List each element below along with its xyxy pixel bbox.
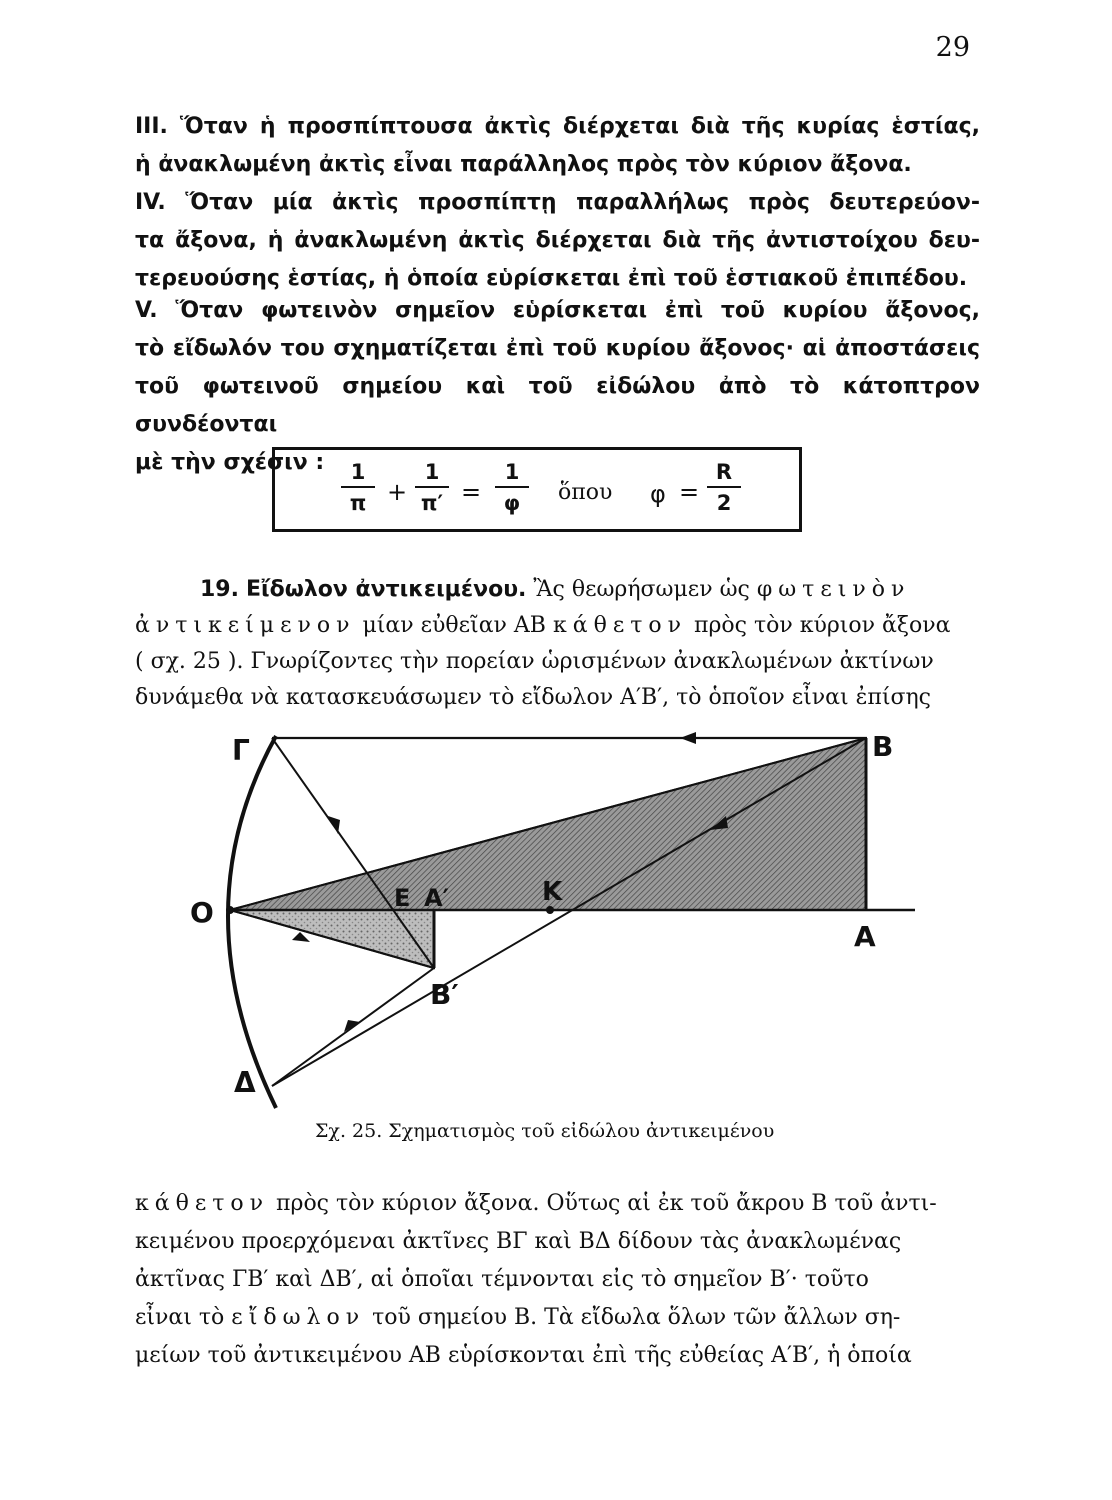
fraction-1-over-pi-prime <box>415 460 449 515</box>
section-title: Εἴδωλον ἀντικειμένου. <box>245 577 527 602</box>
label-gamma: Γ <box>232 734 250 767</box>
ray-Delta-B-prime <box>272 968 434 1086</box>
bottom-paragraph <box>135 1185 980 1375</box>
section-19-line-2-end: πρὸς τὸν κύριον ἄξονα <box>694 613 951 638</box>
fraction-4-denominator: 2 <box>716 491 732 515</box>
fraction-3-numerator: 1 <box>495 460 529 488</box>
fraction-1-denominator: π <box>349 491 367 515</box>
fraction-3-denominator: φ <box>503 491 521 515</box>
label-delta: Δ <box>234 1066 256 1099</box>
rule-3-line-2: ἡ ἀνακλωμένη ἀκτὶς εἶναι παράλληλος πρὸς τὸν κύριον ἄξονα. <box>135 152 912 177</box>
rule-4-line-3: τερευούσης ἑστίας, ἡ ὁποία εὑρίσκεται ἐπὶ τοῦ ἑστιακοῦ ἐπιπέδου. <box>135 266 968 291</box>
equals-sign: = <box>461 478 482 506</box>
rule-3 <box>135 108 980 184</box>
section-number: 19. <box>200 577 239 602</box>
label-A-prime: A′ <box>424 884 449 912</box>
figure-caption: Σχ. 25. Σχηματισμὸς τοῦ εἰδώλου ἀντικειμένου <box>315 1120 775 1142</box>
fraction-2-numerator: 1 <box>415 460 449 488</box>
fraction-1-numerator: 1 <box>341 460 375 488</box>
rule-5-line-3: τοῦ φωτεινοῦ σημείου καὶ τοῦ εἰδώλου ἀπὸ τὸ κάτοπτρον συνδέονται <box>135 374 980 437</box>
section-19-spaced-word-1: φωτεινὸν <box>756 577 911 602</box>
rule-4-line-2: τα ἄξονα, ἡ ἀνακλωμένη ἀκτὶς διέρχεται διὰ τῆς ἀντιστοίχου δευ- <box>135 228 980 253</box>
rule-5-line-1: V. Ὅταν φωτεινὸν σημεῖον εὑρίσκεται ἐπὶ τοῦ κυρίου ἄξονος, <box>135 298 980 323</box>
label-O: O <box>190 896 214 929</box>
section-19-line-2-text: μίαν εὐθεῖαν ΑΒ <box>362 613 546 638</box>
rule-4 <box>135 184 980 298</box>
fraction-2-denominator: π′ <box>420 491 444 515</box>
bottom-line-5: μείων τοῦ ἀντικειμένου ΑΒ εὑρίσκονται ἐπὶ τῆς εὐθείας Α′Β′, ἡ ὁποία <box>135 1343 912 1368</box>
section-19-spaced-word-3: κάθετον <box>552 613 688 638</box>
label-K: K <box>542 877 563 907</box>
fraction-1-over-pi <box>341 460 375 515</box>
phi-symbol: φ <box>650 480 666 508</box>
fraction-R-over-2 <box>707 460 741 515</box>
bottom-line-4-end: τοῦ σημείου Β. Τὰ εἴδωλα ὅλων τῶν ἄλλων ση- <box>372 1305 901 1330</box>
section-19-line-4: δυνάμεθα νὰ κατασκευάσωμεν τὸ εἴδωλον Α′Β′, τὸ ὁποῖον εἶναι ἐπίσης <box>135 685 931 710</box>
rule-5-line-2: τὸ εἴδωλόν του σχηματίζεται ἐπὶ τοῦ κυρίου ἄξονος· αἱ ἀποστάσεις <box>135 336 980 361</box>
vertex-point-O <box>226 906 234 914</box>
bottom-line-3: ἀκτῖνας ΓΒ′ καὶ ΔΒ′, αἱ ὁποῖαι τέμνονται εἰς τὸ σημεῖον Β′· τοῦτο <box>135 1267 869 1292</box>
mirror-formula-box <box>272 447 802 532</box>
arrow-icon <box>328 816 340 834</box>
label-B: B <box>872 730 894 763</box>
rule-4-line-1: IV. Ὅταν μία ἀκτὶς προσπίπτῃ παραλλήλως πρὸς δευτερεύον- <box>135 190 980 215</box>
label-E: E <box>394 884 411 912</box>
bottom-line-2: κειμένου προερχόμεναι ἀκτῖνες ΒΓ καὶ ΒΔ δίδουν τὰς ἀνακλωμένας <box>135 1229 902 1254</box>
fraction-1-over-phi <box>495 460 529 515</box>
plus-sign: + <box>387 478 408 506</box>
bottom-spaced-word-2: εἴδωλον <box>231 1305 366 1330</box>
section-19 <box>135 572 980 716</box>
section-19-line-3: ( σχ. 25 ). Γνωρίζοντες τὴν πορείαν ὡρισμένων ἀνακλωμένων ἀκτίνων <box>135 649 934 674</box>
where-word: ὅπου <box>558 480 613 505</box>
section-19-spaced-word-2: ἀντικείμενον <box>135 613 356 638</box>
label-A: A <box>854 920 876 953</box>
arrow-icon <box>344 1020 360 1032</box>
section-19-line-1-text: Ἂς θεωρήσωμεν ὡς <box>533 577 750 602</box>
center-point-K <box>546 906 554 914</box>
equals-sign-2: = <box>679 478 700 506</box>
bottom-spaced-word-1: κάθετον <box>135 1191 270 1216</box>
bottom-line-1-text: πρὸς τὸν κύριον ἄξονα. Οὕτως αἱ ἐκ τοῦ ἄκρου Β τοῦ ἀντι- <box>276 1191 937 1216</box>
rule-5-line-4: μὲ τὴν σχέσιν : <box>135 450 325 475</box>
page-number: 29 <box>935 32 970 63</box>
figure-25-diagram <box>180 720 920 1120</box>
arrow-icon <box>680 732 696 744</box>
bottom-line-4-start: εἶναι τὸ <box>135 1305 225 1330</box>
fraction-4-numerator: R <box>707 460 741 488</box>
rule-3-line-1: III. Ὅταν ἡ προσπίπτουσα ἀκτὶς διέρχεται διὰ τῆς κυρίας ἑστίας, <box>135 114 980 139</box>
label-B-prime: B′ <box>430 978 459 1011</box>
arrow-icon <box>292 932 310 942</box>
